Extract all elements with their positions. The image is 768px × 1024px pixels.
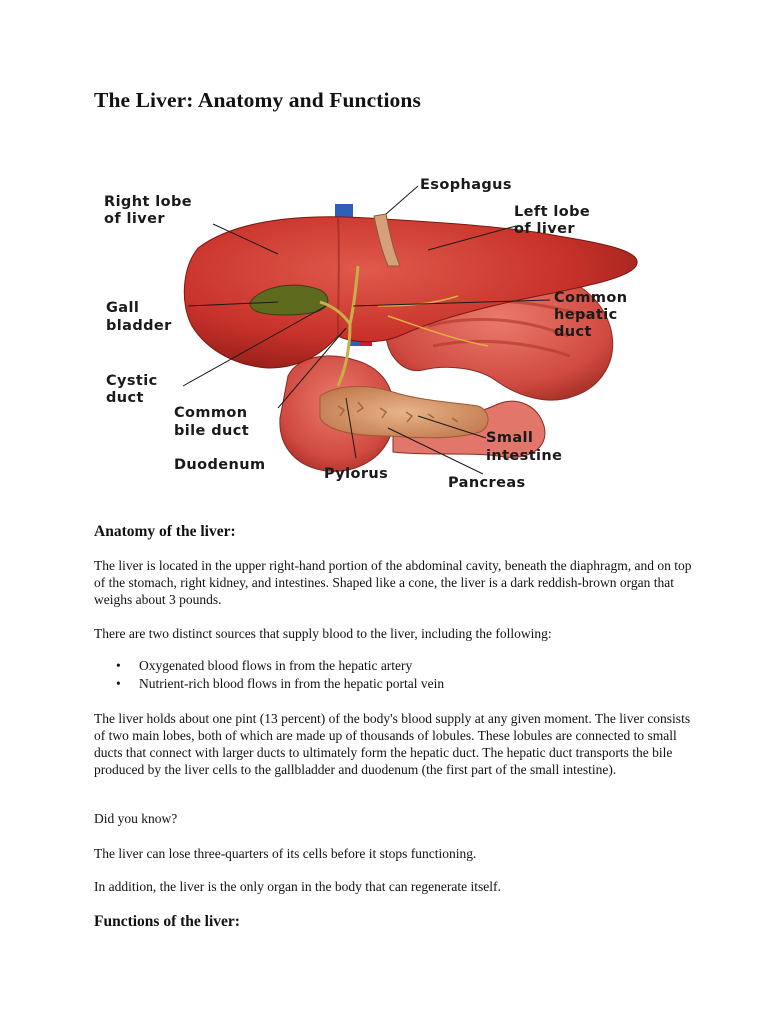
label-right-lobe-2: of liver: [104, 211, 165, 227]
heading-anatomy: Anatomy of the liver:: [94, 523, 236, 540]
paragraph-regenerate: In addition, the liver is the only organ in the body that can regenerate itself.: [94, 879, 501, 894]
label-esophagus: Esophagus: [420, 177, 512, 193]
label-small-intestine-1: Small: [486, 430, 534, 446]
page-title: The Liver: Anatomy and Functions: [94, 88, 421, 112]
paragraph-lobes: The liver holds about one pint (13 percent) of the body's blood supply at any given moment. The liver consists of two main lobes, both of which are made up of thousands of lobules. These lobules are connected to small ducts that connect with larger ducts to ultimately form the hepatic duct. The hepatic duct transports the bile produced by the liver cells to the gallbladder and duodenum (the first part of the small intestine).: [94, 711, 691, 777]
label-common-hepatic-2: hepatic: [554, 307, 618, 323]
list-item-text: Nutrient-rich blood flows in from the hepatic portal vein: [139, 676, 445, 691]
list-item: [94, 657, 444, 675]
label-common-bile-2: bile duct: [174, 423, 250, 439]
label-left-lobe-1: Left lobe: [514, 204, 591, 220]
label-gall-1: Gall: [106, 300, 140, 316]
label-pancreas: Pancreas: [448, 475, 526, 491]
label-pylorus: Pylorus: [324, 466, 389, 482]
paragraph-blood-sources: There are two distinct sources that supply blood to the liver, including the following:: [94, 626, 552, 641]
label-small-intestine-2: intestine: [486, 448, 563, 464]
liver-diagram: [88, 156, 680, 500]
bullet-dot: •: [116, 658, 121, 673]
liver-anatomy-figure: [88, 156, 680, 500]
label-common-bile-1: Common: [174, 405, 248, 421]
list-item: [94, 675, 444, 693]
label-left-lobe-2: of liver: [514, 221, 575, 237]
label-common-hepatic-3: duct: [554, 324, 592, 340]
blood-sources-list: [94, 657, 444, 693]
list-item-text: Oxygenated blood flows in from the hepatic artery: [139, 658, 413, 673]
bullet-dot: •: [116, 676, 121, 691]
paragraph-location: The liver is located in the upper right-hand portion of the abdominal cavity, beneath the diaphragm, and on top of the stomach, right kidney, and intestines. Shaped like a cone, the liver is a dark reddish-brown organ that weighs about 3 pounds.: [94, 558, 692, 607]
paragraph-did-you-know: Did you know?: [94, 811, 178, 826]
label-gall-2: bladder: [106, 318, 172, 334]
label-duodenum: Duodenum: [174, 457, 266, 473]
paragraph-lose-cells: The liver can lose three-quarters of its cells before it stops functioning.: [94, 846, 477, 861]
label-cystic-1: Cystic: [106, 373, 158, 389]
heading-functions: Functions of the liver:: [94, 913, 240, 930]
liver-lobe-divider: [338, 218, 339, 336]
label-cystic-2: duct: [106, 390, 144, 406]
label-common-hepatic-1: Common: [554, 290, 628, 306]
label-right-lobe-1: Right lobe: [104, 194, 192, 210]
